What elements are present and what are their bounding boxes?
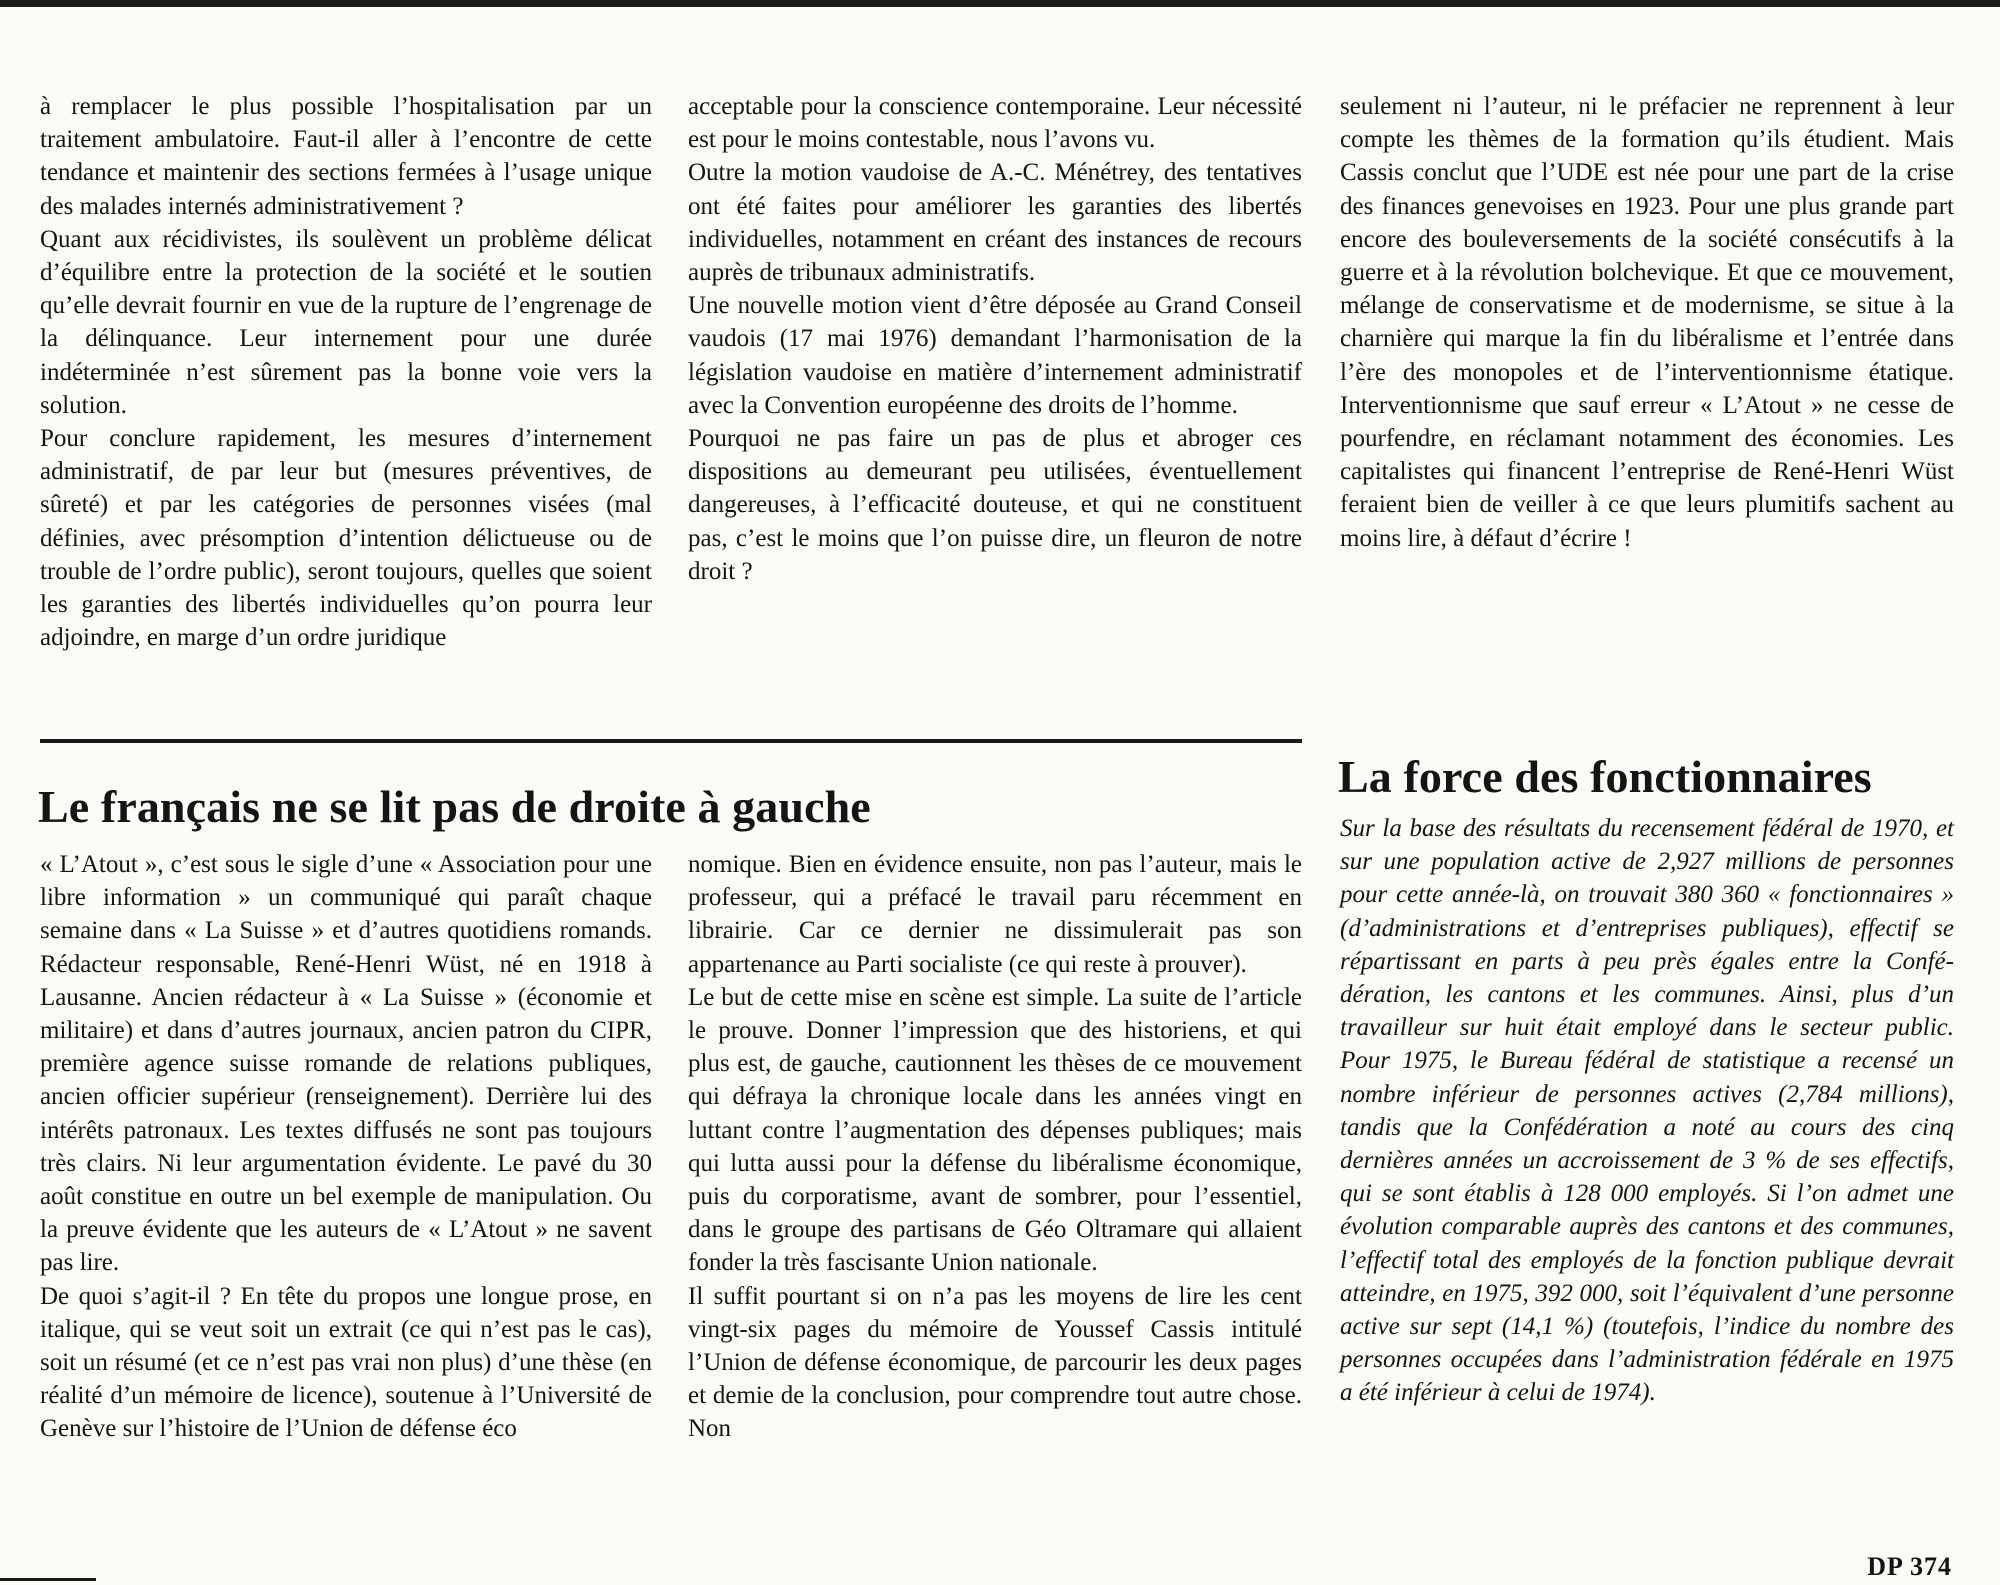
article-left-column-1 bbox=[40, 848, 652, 1446]
paragraph: Pourquoi ne pas faire un pas de plus et abroger ces dispositions au demeurant peu utilisées, éventuellement dangereuses, à l’efficacité douteuse, et qui ne constituent pas, c’est le moins que l’on puisse dire, un fleuron de notre droit ? bbox=[688, 425, 1302, 585]
paragraph: Une nouvelle motion vient d’être déposée au Grand Conseil vaudois (17 mai 1976) demandant l’harmonisation de la législation vaudoise en matière d’internement administratif avec la Convention européenne des droits de l’homme. bbox=[688, 292, 1302, 419]
top-column-2 bbox=[688, 90, 1302, 588]
paragraph: Pour conclure rapidement, les mesures d’internement administratif, de par leur but (mesures préventives, de sûreté) et par les catégories de personnes visées (mal définies, avec présomption d’intention délictueuse ou de trouble de l’ordre public), seront toujours, quelles que soient les garanties des libertés individuelles qu’on pourra leur adjoindre, en marge d’un ordre juridique bbox=[40, 425, 652, 652]
paragraph: Il suffit pourtant si on n’a pas les moyens de lire les cent vingt-six pages du mémoire de Youssef Cassis intitulé l’Union de défense économique, de parcourir les deux pages et demie de la conclusion, pour comprendre tout autre chose. Non bbox=[688, 1282, 1302, 1443]
page-folio: DP 374 bbox=[1867, 1552, 1952, 1581]
paragraph: seulement ni l’auteur, ni le préfacier ne reprennent à leur compte les thèmes de la formation qu’ils étudient. Mais Cassis conclut que l’UDE est née pour une part de la crise des finances genevoises en 1923. Pour une plus grande part encore des bouleversements de la société consécutifs à la guerre et à la révolution bolchevique. Et que ce mouvement, mélange de conservatisme et de modernisme, se situe à la charnière qui marque la fin du libéralisme et l’entrée dans l’ère des monopoles et de l’interventionnisme étatique. Interventionnisme que sauf erreur « L’Atout » ne cesse de pourfendre, en réclamant notamment des économies. Les capitalistes qui financent l’entreprise de René-Henri Wüst feraient bien de veiller à ce que leurs plumitifs sachent au moins lire, à défaut d’écrire ! bbox=[1340, 93, 1954, 552]
paragraph: Le but de cette mise en scène est simple. La suite de l’article le prouve. Donner l’impression que des historiens, et qui plus est, de gauche, cautionnent les thèses de ce mouvement qui défraya la chronique locale dans les années vingt en luttant contre l’augmentation des dépenses publiques; mais qui lutta aussi pour la défense du libéralisme économique, puis du corporatisme, avant de sombrer, pour l’essentiel, dans le groupe des partisans de Géo Oltramare qui allaient fonder la très fascisante Union nationale. bbox=[688, 983, 1302, 1277]
article-left-column-2 bbox=[688, 848, 1302, 1446]
paragraph: nomique. Bien en évidence ensuite, non pas l’auteur, mais le professeur, qui a préfacé le travail paru récemment en librairie. Car ce dernier ne dissimulerait pas son appartenance au Parti socialiste (ce qui reste à prouver). bbox=[688, 851, 1302, 978]
article-right-body bbox=[1340, 812, 1954, 1410]
bottom-rule bbox=[0, 1578, 96, 1581]
paragraph: Quant aux récidivistes, ils soulèvent un problème délicat d’équilibre entre la protection de la société et le soutien qu’elle devrait fournir en vue de la rupture de l’engrenage de la délinquance. Leur internement pour une durée indéterminée n’est sûrement pas la bonne voie vers la solution. bbox=[40, 225, 652, 419]
article-title-francais: Le français ne se lit pas de droite à gauche bbox=[38, 781, 871, 832]
article-title-fonctionnaires: La force des fonctionnaires bbox=[1338, 751, 1872, 802]
top-column-3 bbox=[1340, 90, 1954, 555]
section-divider bbox=[40, 739, 1302, 743]
paragraph: Outre la motion vaudoise de A.-C. Ménétrey, des tentatives ont été faites pour améliorer les garanties des libertés individuelles, notamment en créant des instances de recours auprès de tribunaux administratifs. bbox=[688, 159, 1302, 287]
top-column-1 bbox=[40, 90, 652, 654]
paragraph: De quoi s’agit-il ? En tête du propos une longue prose, en italique, qui se veut soit un extrait (ce qui n’est pas le cas), soit un résumé (et ce n’est pas vrai non plus) d’une thèse (en réalité d’un mémoire de licence), soutenue à l’Université de Genève sur l’histoire de l’Union de défense éco bbox=[40, 1282, 652, 1443]
paragraph: Sur la base des résultats du recensement fédéral de 1970, et sur une population active de 2,927 millions de personnes pour cette année-là, on trouvait 380 360 « fonctionnaires » (d’administrations et d’entreprises publiques), effectif se répartissant en parts à peu près égales entre la Confédération, les cantons et les communes. Ainsi, plus d’un travailleur sur huit était employé dans le secteur public. Pour 1975, le Bureau fédéral de statistique a recensé un nombre inférieur de personnes actives (2,784 millions), tandis que la Confédération a noté au cours des cinq dernières années un accroissement de 3 % de ses effectifs, qui se sont établis à 128 000 employés. Si l’on admet une évolution comparable auprès des cantons et des communes, l’effectif total des employés de la fonction publique devrait atteindre, en 1975, 392 000, soit l’équivalent d’une personne active sur sept (14,1 %) (toutefois, l’indice du nombre des personnes occupées dans l’administration fédérale en 1975 a été inférieur à celui de 1974). bbox=[1340, 815, 1954, 1407]
top-rule bbox=[0, 0, 2000, 7]
paragraph: acceptable pour la conscience contemporaine. Leur nécessité est pour le moins contestable, nous l’avons vu. bbox=[688, 93, 1302, 154]
paragraph: à remplacer le plus possible l’hospitalisation par un traitement ambulatoire. Faut-il aller à l’encontre de cette tendance et maintenir des sections fermées à l’usage unique des malades internés administrativement ? bbox=[40, 93, 652, 220]
paragraph: « L’Atout », c’est sous le sigle d’une « Association pour une libre information » un communiqué qui paraît chaque semaine dans « La Suisse » et d’autres quotidiens romands. Rédacteur responsable, René-Henri Wüst, né en 1918 à Lausanne. Ancien rédacteur à « La Suisse » (économie et militaire) et dans d’autres journaux, ancien patron du CIPR, première agence suisse romande de relations publiques, ancien officier supérieur (renseignement). Derrière lui des intérêts patronaux. Les textes diffusés ne sont pas toujours très clairs. Ni leur argumentation évidente. Le pavé du 30 août constitue en outre un bel exemple de manipulation. Ou la preuve évidente que les auteurs de « L’Atout » ne savent pas lire. bbox=[40, 851, 652, 1277]
